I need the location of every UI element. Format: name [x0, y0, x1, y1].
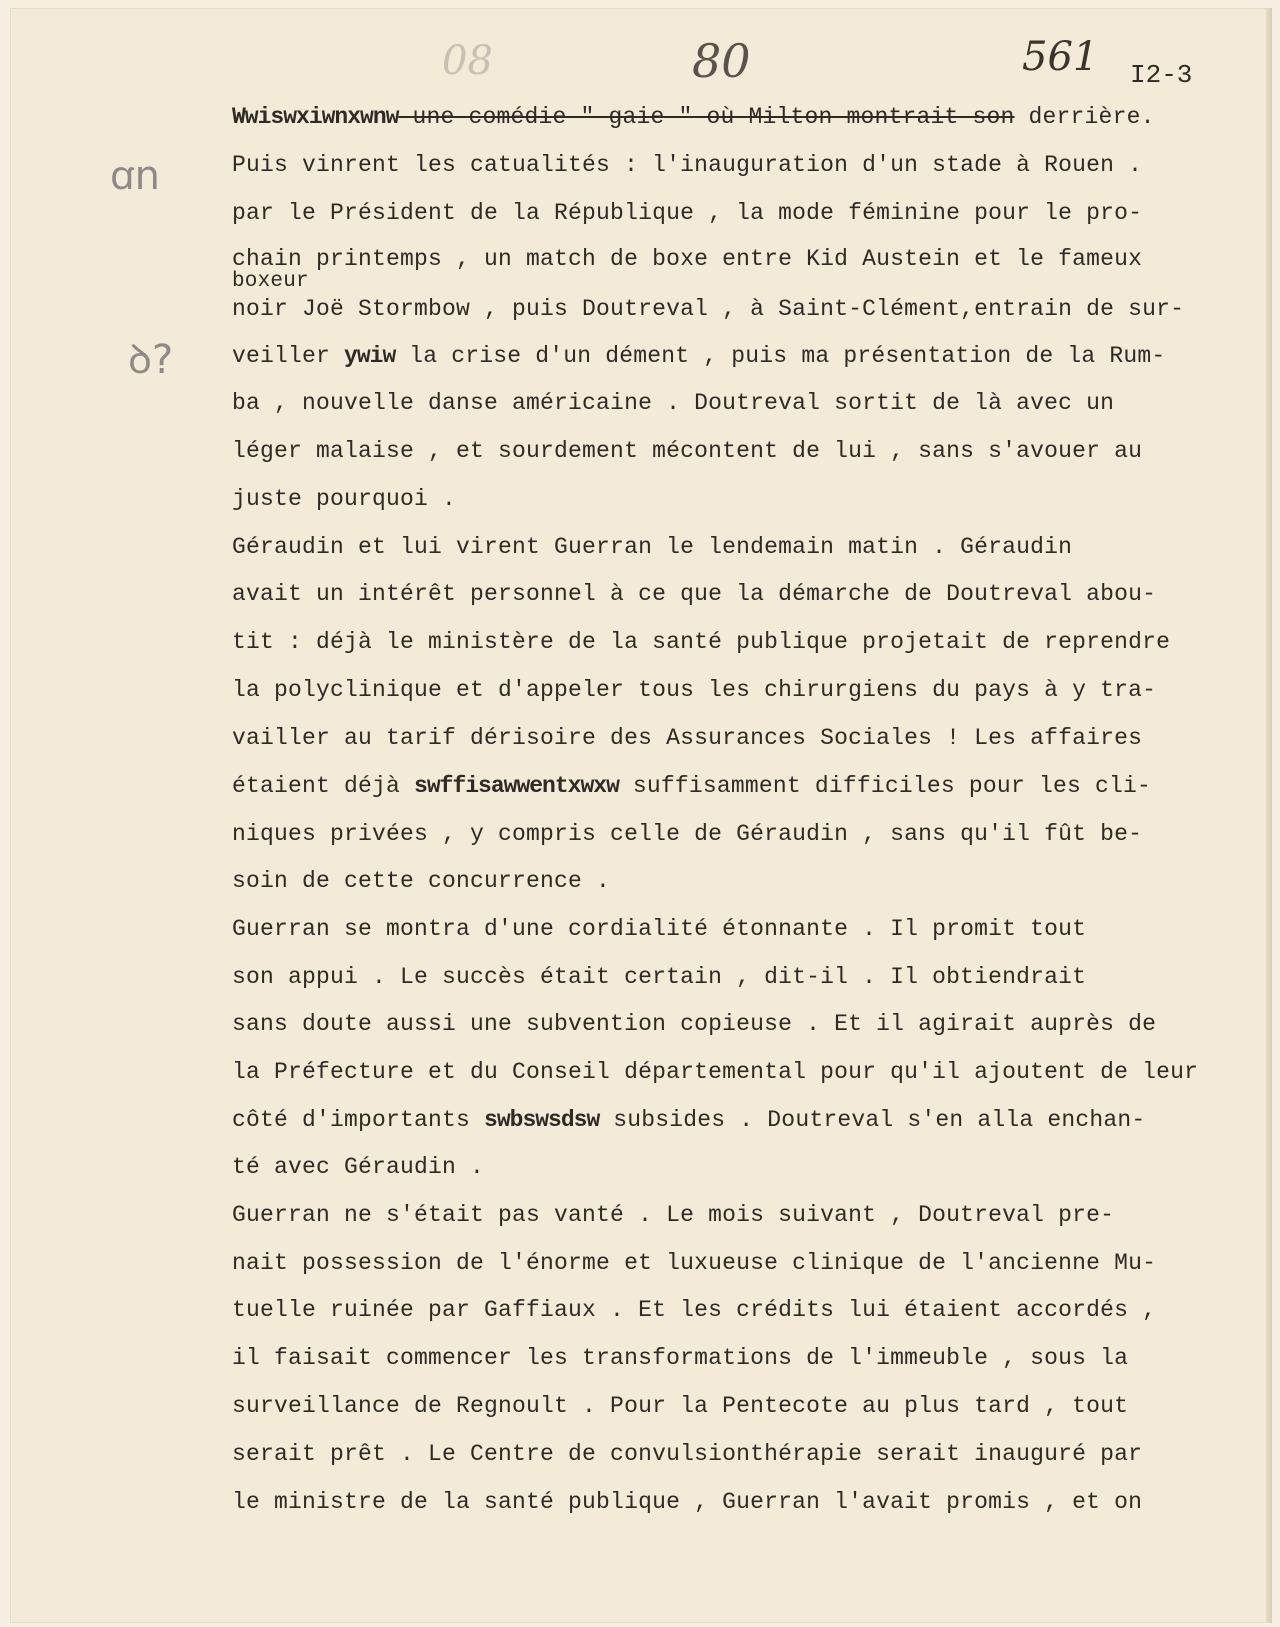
typed-over-word: swffisawwentxwxw	[414, 773, 619, 799]
text-line: la Préfecture et du Conseil départemental pour qu'il ajoutent de leur	[232, 1059, 1199, 1085]
text-segment: subsides . Doutreval s'en alla enchan-	[599, 1107, 1146, 1133]
text-line: noir Joë Stormbow , puis Doutreval , à Saint-Clément,entrain de sur-	[232, 296, 1185, 322]
text-line: chain printemps , un match de boxe entre Kid Austein et le fameux	[232, 246, 1143, 272]
text-line: Guerran se montra d'une cordialité étonnante . Il promit tout	[232, 916, 1087, 942]
text-line: Géraudin et lui virent Guerran le lendemain matin . Géraudin	[232, 534, 1073, 560]
typed-page-reference: I2-3	[1130, 60, 1193, 90]
text-line: le ministre de la santé publique , Guerran l'avait promis , et on	[232, 1489, 1143, 1515]
margin-pencil-mark: ꭤn	[110, 153, 160, 199]
text-segment: derrière.	[1014, 104, 1155, 130]
text-line	[232, 343, 1165, 369]
faded-folio-number: 08	[442, 38, 493, 84]
text-line: il faisait commencer les transformations de l'immeuble , sous la	[232, 1345, 1129, 1371]
text-line	[232, 104, 1155, 130]
text-segment: la crise d'un dément , puis ma présentation de la Rum-	[395, 343, 1166, 369]
text-segment: suffisamment difficiles pour les cli-	[618, 773, 1151, 799]
text-line: té avec Géraudin .	[232, 1154, 485, 1180]
text-line: ba , nouvelle danse américaine . Doutreval sortit de là avec un	[232, 390, 1115, 416]
text-line: par le Président de la République , la mode féminine pour le pro-	[232, 200, 1143, 226]
text-line: vailler au tarif dérisoire des Assurances Sociales ! Les affaires	[232, 725, 1143, 751]
struck-text: une comédie " gaie " où Milton montrait son	[398, 104, 1015, 130]
handwritten-folio-number: 80	[692, 34, 751, 88]
text-line: tuelle ruinée par Gaffiaux . Et les crédits lui étaient accordés ,	[232, 1297, 1157, 1323]
text-line: tit : déjà le ministère de la santé publique projetait de reprendre	[232, 629, 1171, 655]
text-line: surveillance de Regnoult . Pour la Pentecote au plus tard , tout	[232, 1393, 1129, 1419]
text-line: niques privées , y compris celle de Géraudin , sans qu'il fût be-	[232, 821, 1143, 847]
text-line: léger malaise , et sourdement mécontent de lui , sans s'avouer au	[232, 438, 1143, 464]
text-line: son appui . Le succès était certain , dit-il . Il obtiendrait	[232, 964, 1087, 990]
handwritten-page-number: 561	[1022, 34, 1099, 80]
text-segment: veiller	[232, 343, 345, 369]
text-line: Guerran ne s'était pas vanté . Le mois suivant , Doutreval pre-	[232, 1202, 1115, 1228]
text-line: juste pourquoi .	[232, 486, 457, 512]
text-line	[232, 1107, 1145, 1133]
typed-over-word: Wwiswxiwnxwnw	[232, 104, 399, 130]
text-line: soin de cette concurrence .	[232, 868, 611, 894]
text-line: la polyclinique et d'appeler tous les chirurgiens du pays à y tra-	[232, 677, 1157, 703]
margin-pencil-mark-question: ꝺ?	[128, 337, 174, 383]
text-line: nait possession de l'énorme et luxueuse clinique de l'ancienne Mu-	[232, 1250, 1157, 1276]
typescript-page	[10, 8, 1272, 1623]
text-line	[232, 773, 1151, 799]
text-line: serait prêt . Le Centre de convulsionthérapie serait inauguré par	[232, 1441, 1143, 1467]
text-line: avait un intérêt personnel à ce que la démarche de Doutreval abou-	[232, 581, 1157, 607]
text-segment: étaient déjà	[232, 773, 415, 799]
text-segment: côté d'importants	[232, 1107, 485, 1133]
typed-over-word: ywiw	[344, 343, 396, 369]
text-line: Puis vinrent les catualités : l'inauguration d'un stade à Rouen .	[232, 152, 1143, 178]
typed-over-word: swbswsdsw	[484, 1107, 600, 1133]
text-line: boxeur	[232, 270, 309, 293]
text-line: sans doute aussi une subvention copieuse . Et il agirait auprès de	[232, 1011, 1157, 1037]
